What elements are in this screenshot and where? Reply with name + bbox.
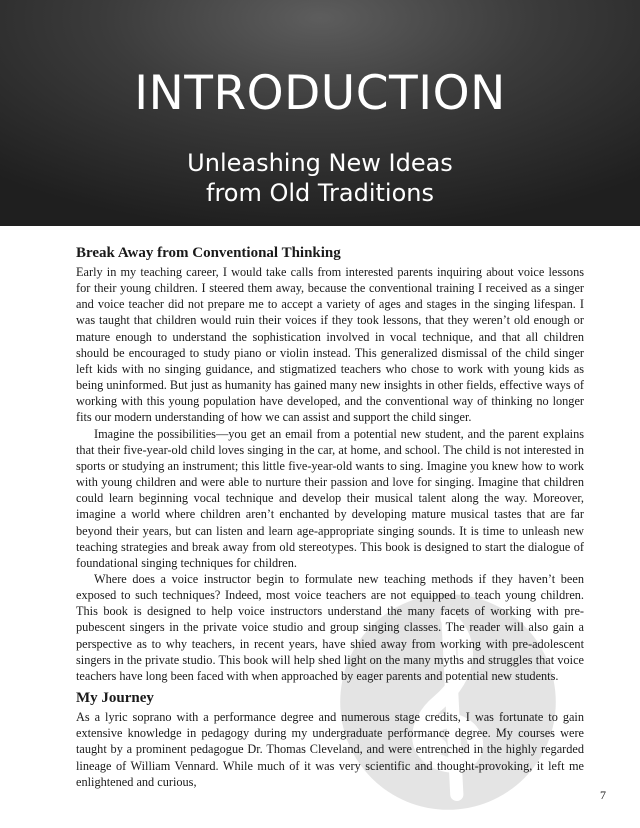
page-body xyxy=(76,243,584,790)
section-heading-my-journey: My Journey xyxy=(76,690,154,707)
chapter-banner xyxy=(0,0,640,226)
body-paragraph: Early in my teaching career, I would take calls from interested parents inquiring about voice lessons for their young children. I steered them away, because the conventional training I received as a singer and voice teacher did not prepare me to accept a variety of ages and stages in the singing lifespan. I was taught that children would ruin their voices if they took lessons, that they weren’t old enough or mature enough to understand the sophistication involved in vocal technique, and that all children should be encouraged to study piano or violin instead. This generalized dismissal of the child singer left kids with no singing guidance, and stigmatized teachers who chose to work with young kids as being uninformed. But just as humanity has gained many new insights in other fields, effective ways of working with this young population have developed, and the conventional way of thinking no longer fits our modern understanding of how we can assist and support the child singer. xyxy=(76,265,584,425)
chapter-title: INTRODUCTION xyxy=(134,66,506,121)
body-paragraph: As a lyric soprano with a performance degree and numerous stage credits, I was fortunate to gain extensive knowledge in pedagogy during my undergraduate performance degree. My courses were taught by a prominent pedagogue Dr. Thomas Cleveland, and were entrenched in the highly regarded lineage of William Vennard. While much of it was very scientific and thought-provoking, it left me enlightened and curious, xyxy=(76,710,584,789)
page-number: 7 xyxy=(600,788,606,802)
chapter-subtitle-line-1: Unleashing New Ideas xyxy=(187,149,453,177)
body-paragraph: Imagine the possibilities—you get an email from a potential new student, and the parent explains that their five-year-old child loves singing in the car, at home, and school. The child is not interested in sports or studying an instrument; this little five-year-old wants to sing. Imagine you knew how to work with young children and were able to nurture their passion and love for singing. Imagine that children could learn beginning vocal technique and develop their musical talent along the way. Moreover, imagine a world where children aren’t enchanted by developing mature musical tastes that are far beyond their years, but can listen and learn age-appropriate singing sounds. It is time to unleash new teaching strategies and break away from old stereotypes. This book is designed to start the dialogue of foundational singing techniques for children. xyxy=(76,426,584,570)
chapter-subtitle-line-2: from Old Traditions xyxy=(206,179,434,207)
body-paragraph: Where does a voice instructor begin to formulate new teaching methods if they haven’t been exposed to such techniques? Indeed, most voice teachers are not equipped to teach young children. This book is designed to help voice instructors understand the many facets of working with pre-pubescent singers in the private voice studio and group singing classes. The reader will also gain a perspective as to why teachers, in recent years, have shied away from working with pre-adolescent singers in the private studio. This book will help shed light on the many myths and struggles that voice teachers have long been faced with when approached by eager parents and potential new students. xyxy=(76,571,584,683)
section-heading-break-away: Break Away from Conventional Thinking xyxy=(76,245,341,261)
chapter-subtitle xyxy=(0,148,640,208)
